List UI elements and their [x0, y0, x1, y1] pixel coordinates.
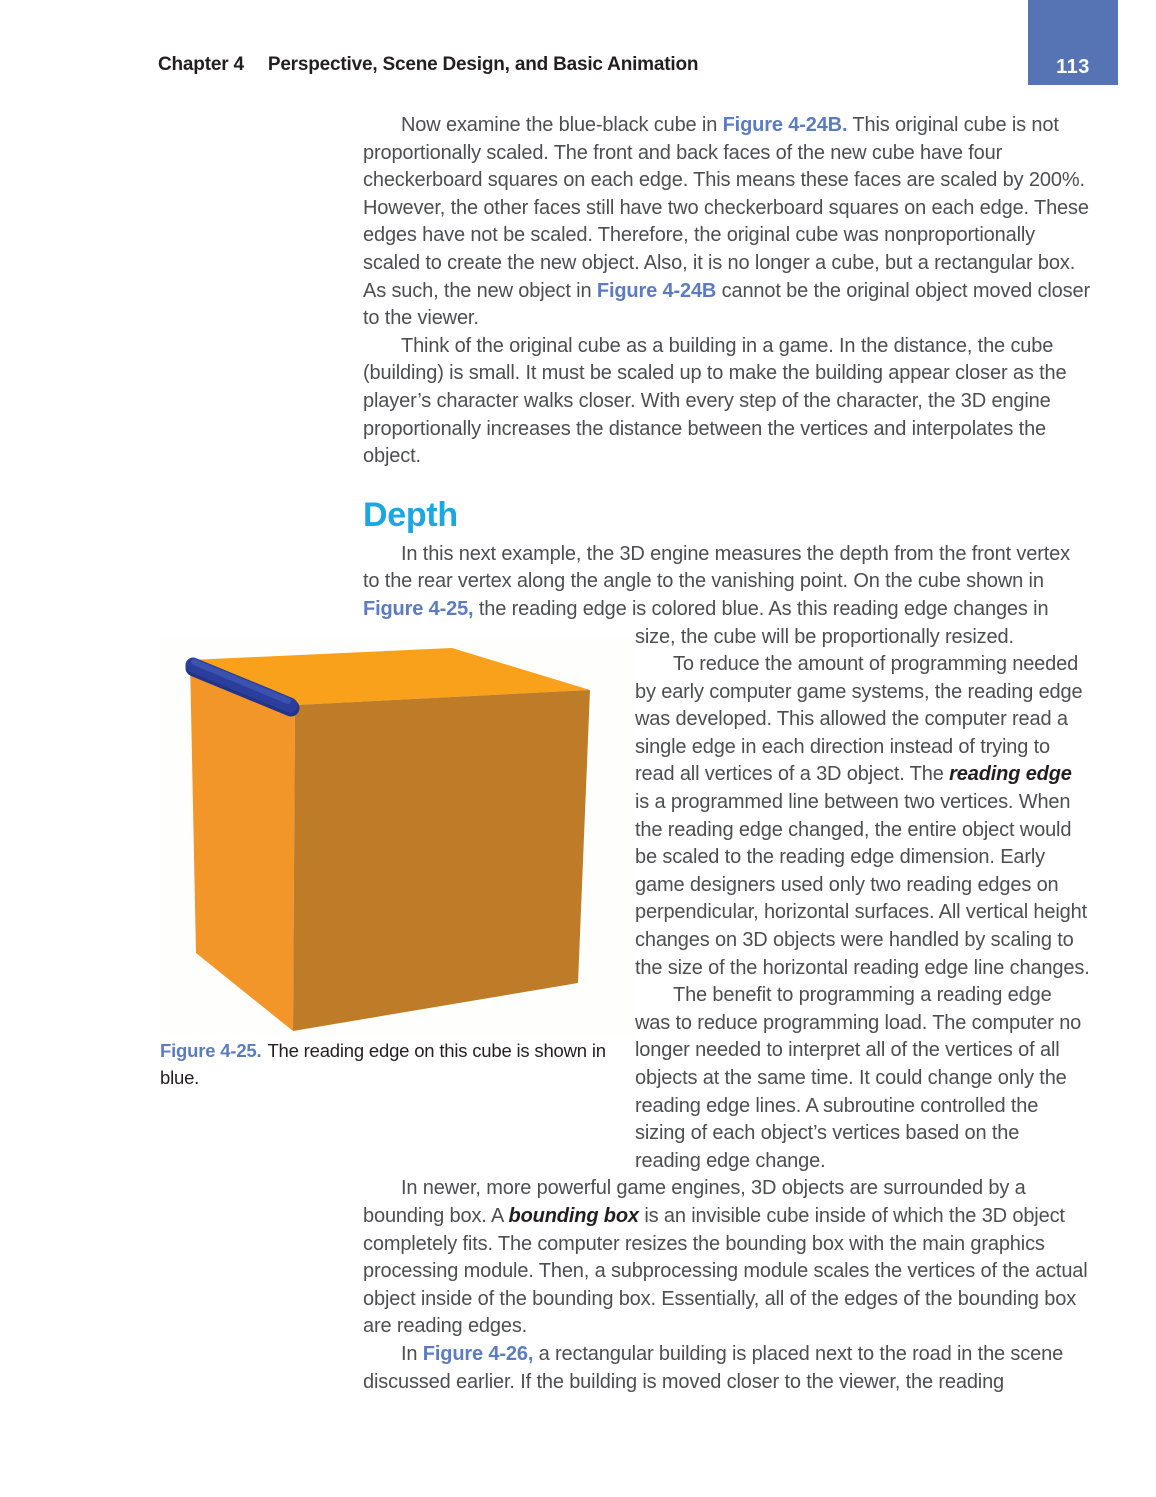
cube-figure — [160, 638, 635, 1038]
text-segment: This original cube is not proportionally scaled. The front and back faces of the new cube have four checkerboard squares on each edge. This means these faces are scaled by 200%. However, the other faces still have two checkerboard squares on each edge. These edges have not be scaled. Therefore, the original cube was nonproportionally scaled to create the new object. Also, it is no longer a cube, but a rectangular box. As such, the new object in — [363, 114, 1089, 302]
text-segment-term: reading edge — [949, 763, 1072, 786]
page-number: 113 — [1056, 56, 1090, 78]
section-heading-depth: Depth — [363, 495, 458, 534]
text-segment-term: bounding box — [508, 1204, 639, 1227]
body-content — [160, 112, 1090, 1396]
text-segment: Now examine the blue-black cube in — [401, 114, 723, 136]
text-segment-figref: Figure 4-24B. — [722, 114, 848, 136]
text-segment: cannot be the original object moved closer to the viewer. — [363, 279, 1090, 330]
running-header — [158, 54, 698, 76]
text-segment: edge changes in size, the cube will be proportionally resized. — [635, 597, 1049, 648]
cube-front-face — [293, 690, 590, 1031]
figure-caption-text: The reading edge on this cube is shown in blue. — [160, 1039, 606, 1089]
text-segment: is a programmed line between two vertices. When the reading edge changed, the entire object would be scaled to the reading edge dimension. Early game designers used only two reading edges on perpendicular, horizontal surfaces. All vertical height changes on 3D objects were handled by scaling to the size of the horizontal reading edge line changes. — [635, 791, 1090, 979]
text-segment: the reading edge is colored blue. As this reading — [473, 597, 904, 620]
paragraph-nonproportional-scaling — [363, 112, 1090, 333]
text-segment: The benefit to programming a reading edge was to reduce programming load. The computer no longer needed to interpret all of the vertices of all objects at the same time. It could change only the reading edge lines. A subroutine controlled the sizing of each object’s vertices based on the reading edge change. — [635, 984, 1082, 1172]
text-segment: To reduce the amount of programming needed by early computer game systems, the reading edge was developed. This allowed the computer read a single edge in each direction instead of trying to read all vertices of a 3D object. The — [635, 653, 1083, 786]
text-segment-figref: Figure 4-26, — [422, 1342, 534, 1365]
chapter-label: Chapter 4 — [158, 54, 244, 75]
page-number-box — [1028, 0, 1118, 85]
text-segment: is an invisible cube inside of which the 3D object completely fits. The computer resizes the bounding box with the main graphics processing module. Then, a subprocessing module scales the vertices of the actual object inside of the bounding box. Essentially, all of the edges of the bounding box are reading edges. — [363, 1204, 1088, 1338]
paragraph-figure-4-26-intro — [363, 1341, 1090, 1396]
text-segment: In — [401, 1342, 423, 1365]
text-segment: In this next example, the 3D engine measures the depth from the front vertex to the rear vertex along the angle to the vanishing point. On the cube shown in — [363, 542, 1070, 593]
text-segment: a rectangular building is placed next to the road in the scene discussed earlier. If the building is moved closer to the viewer, the reading — [363, 1342, 1064, 1393]
text-segment-figref: Figure 4-24B — [596, 279, 717, 302]
chapter-title: Perspective, Scene Design, and Basic Animation — [267, 54, 699, 75]
text-segment: Think of the original cube as a building in a game. In the distance, the cube (building) is small. It must be scaled up to make the building appear closer as the player’s character walks closer. With every step of the character, the 3D engine proportionally increases the distance between the vertices and interpolates the object. — [363, 334, 1067, 468]
paragraph-building-analogy — [363, 333, 1090, 471]
text-segment: In newer, more powerful game engines, 3D objects are surrounded by a bounding box. A — [363, 1177, 1026, 1227]
figure-4-25 — [160, 638, 635, 1155]
paragraph-bounding-box — [363, 1175, 1090, 1341]
figure-caption-label: Figure 4-25. — [160, 1039, 262, 1061]
text-segment-figref: Figure 4-25, — [363, 597, 474, 620]
figure-caption — [160, 1040, 606, 1089]
